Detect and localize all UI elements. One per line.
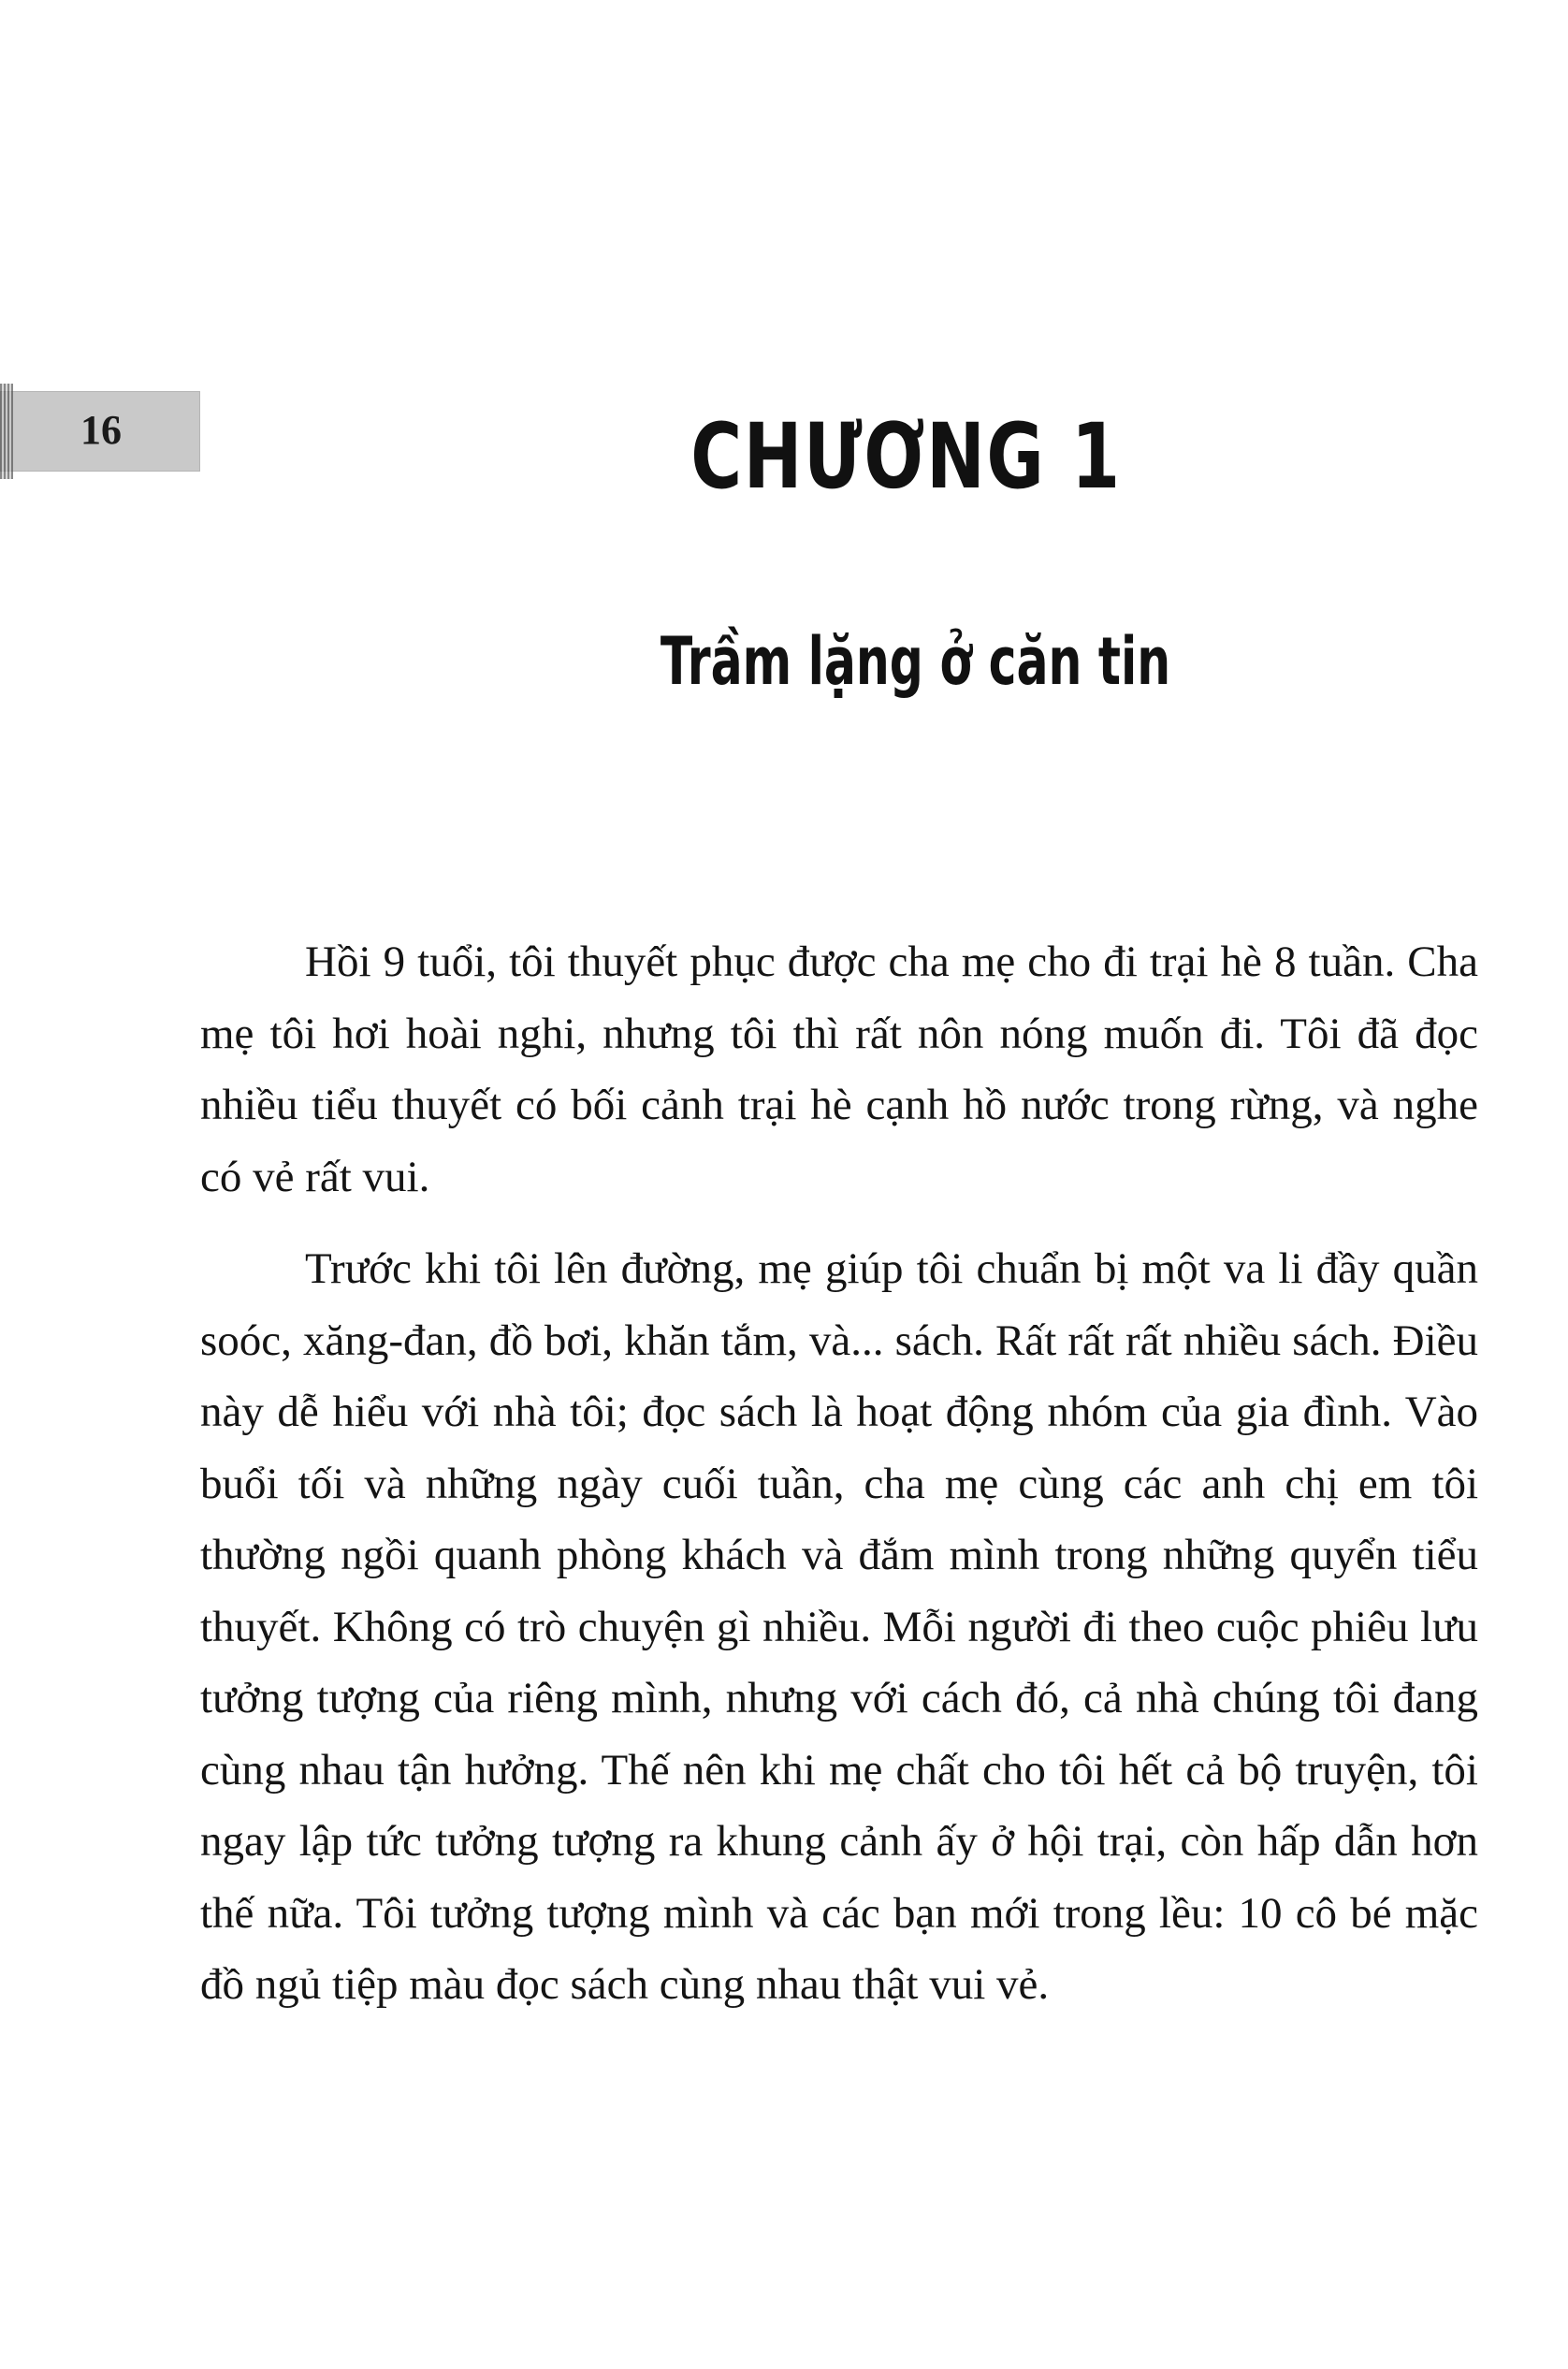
paragraph-1: Hồi 9 tuổi, tôi thuyết phục được cha mẹ cho đi trại hè 8 tuần. Cha mẹ tôi hơi hoài nghi, nhưng tôi thì rất nôn nóng muốn đi. Tôi đã đọc nhiều tiểu thuyết có bối cảnh trại hè cạnh hồ nước trong rừng, và nghe có vẻ rất vui.	[200, 937, 1478, 1201]
chapter-subtitle: Trầm lặng ở căn tin	[660, 623, 1171, 700]
paragraph-2: Trước khi tôi lên đường, mẹ giúp tôi chuẩn bị một va li đầy quần soóc, xăng-đan, đồ bơi, khăn tắm, và... sách. Rất rất rất nhiều sách. Điều này dễ hiểu với nhà tôi; đọc sách là hoạt động nhóm của gia đình. Vào buổi tối và những ngày cuối tuần, cha mẹ cùng các anh chị em tôi thường ngồi quanh phòng khách và đắm mình trong những quyển tiểu thuyết. Không có trò chuyện gì nhiều. Mỗi người đi theo cuộc phiêu lưu tưởng tượng của riêng mình, nhưng với cách đó, cả nhà chúng tôi đang cùng nhau tận hưởng. Thế nên khi mẹ chất cho tôi hết cả bộ truyện, tôi ngay lập tức tưởng tượng ra khung cảnh ấy ở hội trại, còn hấp dẫn hơn thế nữa. Tôi tưởng tượng mình và các bạn mới trong lều: 10 cô bé mặc đồ ngủ tiệp màu đọc sách cùng nhau thật vui vẻ.	[200, 1244, 1478, 2009]
page-edge-marks	[0, 384, 13, 479]
chapter-title: CHƯƠNG 1	[690, 404, 1122, 509]
page-number: 16	[80, 407, 122, 453]
body-text	[200, 926, 1478, 2042]
